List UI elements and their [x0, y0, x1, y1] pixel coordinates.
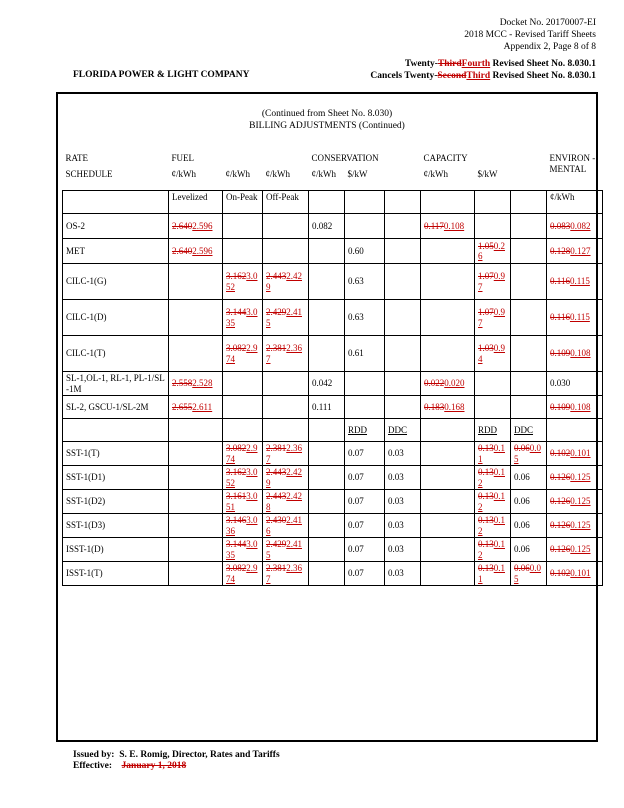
table-row: [63, 514, 603, 538]
fuel-on-peak-cell: 3.1613.051: [223, 490, 263, 514]
conservation-kwh-cell: [309, 490, 345, 514]
effective-line: Effective: January 1, 2018: [73, 761, 187, 771]
schedule-cell: ISST-1(D): [63, 538, 169, 562]
environmental-cell: 0.1090.108: [547, 336, 603, 372]
capacity-kwh-cell: [421, 514, 475, 538]
header-row-3: [63, 191, 603, 214]
fuel-levelized-cell: [169, 336, 223, 372]
capacity-kw-cell: 1.070.97: [475, 300, 511, 336]
header-cons-ddc: DDC: [385, 419, 421, 442]
capacity-rdd-cell: 0.130.12: [475, 466, 511, 490]
fuel-off-peak-cell: [263, 372, 309, 396]
conservation-rdd-cell: 0.07: [345, 514, 385, 538]
header-capacity: CAPACITY: [423, 153, 468, 163]
table-row: [63, 239, 603, 264]
table-row: [63, 466, 603, 490]
fuel-on-peak-cell: [223, 239, 263, 264]
header-fuel-unit-3: ¢/kWh: [263, 168, 309, 191]
conservation-kw-cell: 0.60: [345, 239, 385, 264]
environmental-cell: 0.1260.125: [547, 490, 603, 514]
schedule-cell: SST-1(D3): [63, 514, 169, 538]
schedule-cell: SL-2, GSCU-1/SL-2M: [63, 396, 169, 419]
conservation-ddc-cell: 0.03: [385, 490, 421, 514]
fuel-on-peak-cell: 3.0822.974: [223, 442, 263, 466]
header-levelized: Levelized: [169, 191, 223, 214]
fuel-on-peak-cell: 3.1463.036: [223, 514, 263, 538]
fuel-levelized-cell: [169, 442, 223, 466]
conservation-kw-cell: [345, 396, 385, 419]
conservation-rdd-cell: 0.07: [345, 466, 385, 490]
header-off-peak: Off-Peak: [263, 191, 309, 214]
header-env-unit: ¢/kWh: [547, 191, 603, 214]
table-row: [63, 300, 603, 336]
conservation-kwh-cell: [309, 562, 345, 586]
schedule-cell: SST-1(D2): [63, 490, 169, 514]
table-row: [63, 442, 603, 466]
docket-number: Docket No. 20170007-EI: [499, 18, 596, 28]
capacity-ddc-cell: 0.060.05: [511, 562, 547, 586]
schedule-cell: MET: [63, 239, 169, 264]
capacity-kwh-cell: [421, 336, 475, 372]
fuel-on-peak-cell: 3.0822.974: [223, 562, 263, 586]
schedule-cell: ISST-1(T): [63, 562, 169, 586]
table-row: [63, 264, 603, 300]
conservation-ddc-cell: 0.03: [385, 514, 421, 538]
capacity-kwh-cell: [421, 300, 475, 336]
capacity-rdd-cell: 0.130.11: [475, 442, 511, 466]
header-cap-ddc: DDC: [511, 419, 547, 442]
capacity-ddc-cell: 0.06: [511, 466, 547, 490]
table-row: [63, 396, 603, 419]
header-row-2: [63, 168, 603, 191]
fuel-off-peak-cell: [263, 396, 309, 419]
capacity-rdd-cell: 0.130.12: [475, 514, 511, 538]
fuel-off-peak-cell: [263, 239, 309, 264]
capacity-kwh-cell: [421, 264, 475, 300]
header-cap-unit-1: ¢/kWh: [421, 168, 475, 191]
capacity-kw-cell: [475, 372, 511, 396]
header-environmental: ENVIRON -MENTAL: [549, 153, 596, 174]
environmental-cell: 0.1160.115: [547, 300, 603, 336]
fuel-levelized-cell: [169, 466, 223, 490]
environmental-cell: 0.1160.115: [547, 264, 603, 300]
conservation-blank-cell: [385, 396, 421, 419]
conservation-kwh-cell: 0.111: [309, 396, 345, 419]
issued-by-line: Issued by: S. E. Romig, Director, Rates and Tariffs: [73, 750, 280, 760]
environmental-cell: 0.1280.127: [547, 239, 603, 264]
capacity-kwh-cell: [421, 538, 475, 562]
header-cap-unit-2: $/kW: [475, 168, 511, 191]
conservation-blank-cell: [385, 214, 421, 239]
fuel-off-peak-cell: 2.3812.367: [263, 442, 309, 466]
fuel-on-peak-cell: 3.1443.035: [223, 300, 263, 336]
environmental-cell: 0.1020.101: [547, 442, 603, 466]
capacity-blank-cell: [511, 396, 547, 419]
company-name: FLORIDA POWER & LIGHT COMPANY: [73, 70, 250, 80]
capacity-kwh-cell: 0.0220.020: [421, 372, 475, 396]
capacity-blank-cell: [511, 300, 547, 336]
conservation-ddc-cell: 0.03: [385, 562, 421, 586]
caption: [58, 108, 596, 132]
capacity-blank-cell: [511, 372, 547, 396]
environmental-cell: 0.0830.082: [547, 214, 603, 239]
fuel-levelized-cell: 2.5582.528: [169, 372, 223, 396]
capacity-rdd-cell: 0.130.12: [475, 538, 511, 562]
capacity-kwh-cell: [421, 466, 475, 490]
conservation-kwh-cell: [309, 264, 345, 300]
capacity-rdd-cell: 0.130.11: [475, 562, 511, 586]
environmental-cell: 0.1260.125: [547, 466, 603, 490]
schedule-cell: OS-2: [63, 214, 169, 239]
header-schedule: SCHEDULE: [63, 168, 169, 191]
table-row: [63, 336, 603, 372]
conservation-kw-cell: [345, 214, 385, 239]
fuel-levelized-cell: 2.6402.596: [169, 239, 223, 264]
fuel-on-peak-cell: 3.1623.052: [223, 466, 263, 490]
table-row: [63, 538, 603, 562]
schedule-cell: SL-1,OL-1, RL-1, PL-1/SL-1M: [63, 372, 169, 396]
fuel-off-peak-cell: 2.4432.428: [263, 490, 309, 514]
capacity-ddc-cell: 0.06: [511, 490, 547, 514]
conservation-kw-cell: [345, 372, 385, 396]
fuel-levelized-cell: 2.6402.596: [169, 214, 223, 239]
capacity-kwh-cell: [421, 490, 475, 514]
cancels-sheet-line: Cancels Twenty-SecondThird Revised Sheet No. 8.030.1: [370, 71, 596, 81]
conservation-kwh-cell: [309, 538, 345, 562]
conservation-rdd-cell: 0.07: [345, 562, 385, 586]
capacity-kwh-cell: [421, 562, 475, 586]
conservation-kwh-cell: [309, 466, 345, 490]
docket-page: Appendix 2, Page 8 of 8: [503, 42, 596, 52]
header-on-peak: On-Peak: [223, 191, 263, 214]
header-fuel: FUEL: [171, 153, 194, 163]
capacity-blank-cell: [511, 239, 547, 264]
capacity-ddc-cell: 0.06: [511, 538, 547, 562]
capacity-kw-cell: [475, 396, 511, 419]
table-row: [63, 214, 603, 239]
fuel-off-peak-cell: 2.4432.429: [263, 264, 309, 300]
table-row: [63, 562, 603, 586]
capacity-blank-cell: [511, 214, 547, 239]
schedule-cell: CILC-1(G): [63, 264, 169, 300]
header-rate: RATE: [65, 153, 88, 163]
fuel-levelized-cell: [169, 490, 223, 514]
header-cons-unit-3: [385, 168, 421, 191]
conservation-kw-cell: 0.61: [345, 336, 385, 372]
table-row: [63, 372, 603, 396]
header-fuel-unit-1: ¢/kWh: [169, 168, 223, 191]
fuel-on-peak-cell: 3.0822.974: [223, 336, 263, 372]
fuel-off-peak-cell: 2.4302.416: [263, 514, 309, 538]
revised-sheet-line: Twenty-ThirdFourth Revised Sheet No. 8.030.1: [404, 59, 596, 69]
caption-title: BILLING ADJUSTMENTS (Continued): [249, 121, 405, 131]
fuel-levelized-cell: [169, 300, 223, 336]
capacity-ddc-cell: 0.060.05: [511, 442, 547, 466]
header-cap-rdd: RDD: [475, 419, 511, 442]
fuel-off-peak-cell: 2.4432.429: [263, 466, 309, 490]
schedule-cell: CILC-1(T): [63, 336, 169, 372]
tariff-frame: [56, 92, 598, 742]
conservation-ddc-cell: 0.03: [385, 466, 421, 490]
billing-adjustments-table: [62, 152, 603, 586]
conservation-kwh-cell: [309, 300, 345, 336]
header-conservation: CONSERVATION: [311, 153, 379, 163]
capacity-kwh-cell: 0.1170.108: [421, 214, 475, 239]
docket-block: [464, 17, 596, 53]
conservation-blank-cell: [385, 300, 421, 336]
capacity-kw-cell: 1.030.94: [475, 336, 511, 372]
fuel-levelized-cell: [169, 562, 223, 586]
environmental-cell: 0.1260.125: [547, 514, 603, 538]
conservation-ddc-cell: 0.03: [385, 538, 421, 562]
rdd-ddc-header-row: [63, 419, 603, 442]
capacity-kw-cell: 1.050.26: [475, 239, 511, 264]
conservation-ddc-cell: 0.03: [385, 442, 421, 466]
fuel-on-peak-cell: [223, 214, 263, 239]
capacity-rdd-cell: 0.130.12: [475, 490, 511, 514]
conservation-kwh-cell: 0.042: [309, 372, 345, 396]
capacity-kwh-cell: [421, 239, 475, 264]
fuel-levelized-cell: [169, 538, 223, 562]
conservation-rdd-cell: 0.07: [345, 442, 385, 466]
header-cap-unit-3: [511, 168, 547, 191]
footer: [73, 750, 280, 772]
schedule-cell: SST-1(T): [63, 442, 169, 466]
conservation-kwh-cell: [309, 442, 345, 466]
fuel-off-peak-cell: 2.4292.415: [263, 538, 309, 562]
fuel-off-peak-cell: [263, 214, 309, 239]
conservation-kwh-cell: [309, 336, 345, 372]
conservation-blank-cell: [385, 336, 421, 372]
capacity-ddc-cell: 0.06: [511, 514, 547, 538]
fuel-on-peak-cell: [223, 396, 263, 419]
header-fuel-unit-2: ¢/kWh: [223, 168, 263, 191]
environmental-cell: 0.1090.108: [547, 396, 603, 419]
caption-continued: (Continued from Sheet No. 8.030): [261, 109, 393, 119]
fuel-off-peak-cell: 2.3812.367: [263, 336, 309, 372]
capacity-kwh-cell: 0.1830.168: [421, 396, 475, 419]
conservation-blank-cell: [385, 372, 421, 396]
capacity-kwh-cell: [421, 442, 475, 466]
capacity-kw-cell: [475, 214, 511, 239]
docket-title: 2018 MCC - Revised Tariff Sheets: [464, 30, 596, 40]
conservation-kwh-cell: [309, 514, 345, 538]
fuel-levelized-cell: [169, 264, 223, 300]
sheet-revision-block: [370, 58, 596, 82]
fuel-off-peak-cell: 2.4292.415: [263, 300, 309, 336]
table-row: [63, 490, 603, 514]
conservation-kwh-cell: [309, 239, 345, 264]
fuel-on-peak-cell: 3.1443.035: [223, 538, 263, 562]
conservation-blank-cell: [385, 264, 421, 300]
fuel-levelized-cell: 2.6552.611: [169, 396, 223, 419]
schedule-cell: SST-1(D1): [63, 466, 169, 490]
header-cons-rdd: RDD: [345, 419, 385, 442]
environmental-cell: 0.1260.125: [547, 538, 603, 562]
fuel-on-peak-cell: [223, 372, 263, 396]
header-cons-unit-2: $/kW: [345, 168, 385, 191]
header-cons-unit-1: ¢/kWh: [309, 168, 345, 191]
conservation-kw-cell: 0.63: [345, 300, 385, 336]
environmental-cell: 0.030: [547, 372, 603, 396]
capacity-kw-cell: 1.070.97: [475, 264, 511, 300]
conservation-rdd-cell: 0.07: [345, 490, 385, 514]
fuel-off-peak-cell: 2.3812.367: [263, 562, 309, 586]
conservation-kw-cell: 0.63: [345, 264, 385, 300]
environmental-cell: 0.1020.101: [547, 562, 603, 586]
conservation-kwh-cell: 0.082: [309, 214, 345, 239]
fuel-on-peak-cell: 3.1623.052: [223, 264, 263, 300]
header-row-1: [63, 152, 603, 168]
conservation-rdd-cell: 0.07: [345, 538, 385, 562]
fuel-levelized-cell: [169, 514, 223, 538]
conservation-blank-cell: [385, 239, 421, 264]
capacity-blank-cell: [511, 336, 547, 372]
capacity-blank-cell: [511, 264, 547, 300]
schedule-cell: CILC-1(D): [63, 300, 169, 336]
